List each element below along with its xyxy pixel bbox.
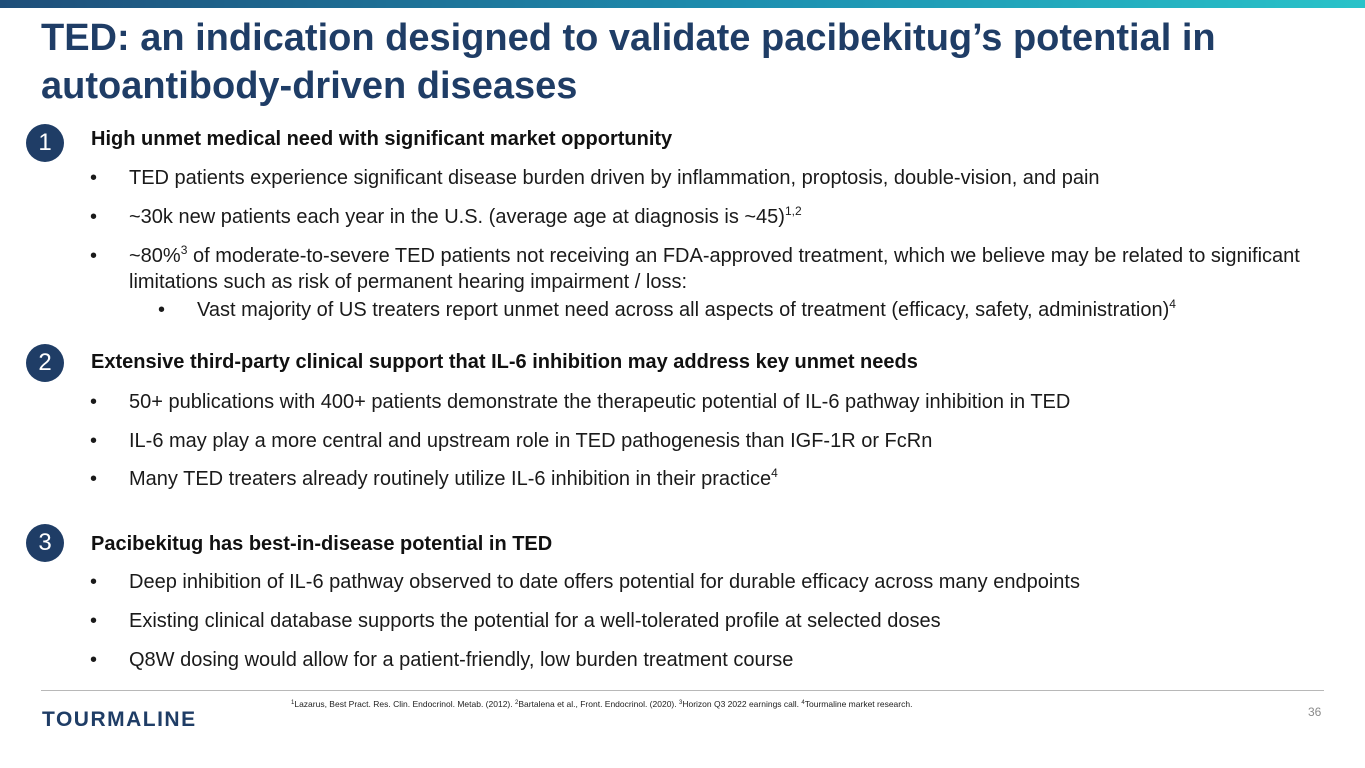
footnote-text: Lazarus, Best Pract. Res. Clin. Endocrinol. Metab. (2012). — [294, 699, 515, 709]
footnote-ref: 3 — [180, 243, 188, 257]
footnote-text: Tourmaline market research. — [804, 699, 913, 709]
bullet-dot: • — [90, 206, 98, 228]
footnote-ref: 4 — [1169, 297, 1176, 311]
bullet-dot: • — [158, 299, 166, 321]
footer-divider — [41, 690, 1324, 691]
bullet-text: Many TED treaters already routinely utilize IL-6 inhibition in their practice — [129, 468, 772, 490]
bullet-text: ~30k new patients each year in the U.S. (average age at diagnosis is ~45) — [129, 206, 785, 228]
slide-title: TED: an indication designed to validate pacibekitug’s potential in autoantibody-driven diseases — [41, 17, 1216, 107]
bullet-text: Deep inhibition of IL-6 pathway observed to date offers potential for durable efficacy across many endpoints — [129, 571, 1080, 593]
section-number-badge: 2 — [26, 344, 64, 382]
bullet-dot: • — [90, 245, 98, 267]
bullet-text: Q8W dosing would allow for a patient-friendly, low burden treatment course — [129, 649, 794, 671]
bullet-dot: • — [90, 391, 98, 413]
bullet-dot: • — [90, 649, 98, 671]
section-heading: Extensive third-party clinical support that IL-6 inhibition may address key unmet needs — [91, 351, 918, 373]
footnote-ref: 4 — [771, 466, 778, 480]
footnote-marker: 2 — [514, 700, 519, 706]
section-heading: High unmet medical need with significant market opportunity — [91, 128, 673, 150]
footnotes — [291, 699, 912, 709]
page-number: 36 — [1308, 705, 1322, 719]
bullet-dot: • — [90, 468, 98, 490]
footnote-marker: 1 — [291, 700, 295, 706]
bullet-dot: • — [90, 610, 98, 632]
bullet-text-pre: ~80% — [129, 245, 181, 267]
bullet-text-post: of moderate-to-severe TED patients not receiving an FDA-approved treatment, which we believe may be related to significant limitations such as risk of permanent hearing impairment / loss: — [129, 245, 1300, 293]
footnote-marker: 3 — [678, 700, 683, 706]
section-number-badge: 1 — [26, 124, 64, 162]
company-logo: TOURMALINE — [42, 708, 197, 731]
bullet-text: 50+ publications with 400+ patients demonstrate the therapeutic potential of IL-6 pathway inhibition in TED — [129, 391, 1071, 413]
top-accent-bar — [0, 0, 1365, 8]
footnote-text: Bartalena et al., Front. Endocrinol. (2020). — [518, 699, 679, 709]
bullet-dot: • — [90, 430, 98, 452]
bullet-dot: • — [90, 167, 98, 189]
section-number-badge: 3 — [26, 524, 64, 562]
bullet-text: Vast majority of US treaters report unmet need across all aspects of treatment (efficacy, safety, administration) — [197, 299, 1170, 321]
bullet-dot: • — [90, 571, 98, 593]
footnote-marker: 4 — [801, 700, 805, 706]
bullet-text: Existing clinical database supports the potential for a well-tolerated profile at selected doses — [129, 610, 941, 632]
bullet-text: IL-6 may play a more central and upstream role in TED pathogenesis than IGF-1R or FcRn — [129, 430, 933, 452]
section-heading: Pacibekitug has best-in-disease potential in TED — [91, 533, 553, 555]
footnote-ref: 1,2 — [784, 204, 802, 218]
bullet-text: TED patients experience significant disease burden driven by inflammation, proptosis, double-vision, and pain — [129, 167, 1100, 189]
footnote-text: Horizon Q3 2022 earnings call. — [682, 699, 802, 709]
